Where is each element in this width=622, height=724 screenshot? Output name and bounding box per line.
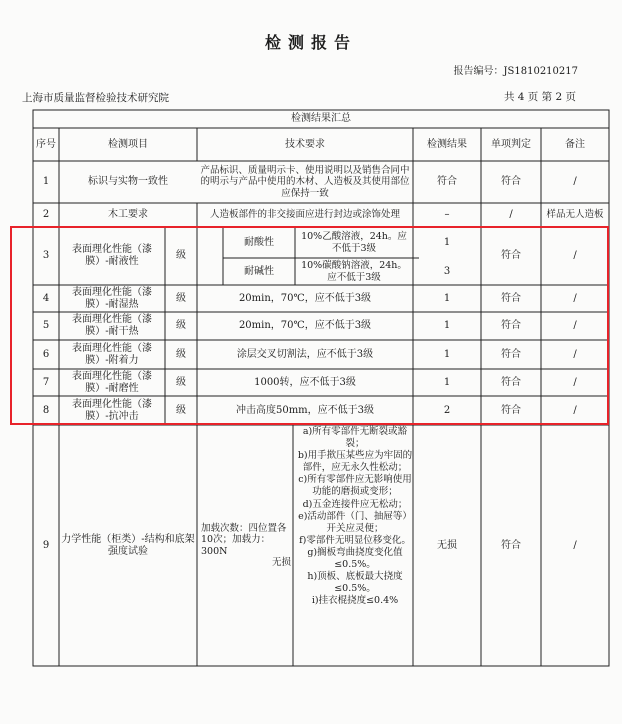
requirement-item: f)零部件无明显位移变化。 (299, 534, 411, 546)
row5-grade: 级 (176, 320, 186, 331)
row1-remark: / (573, 176, 577, 187)
row8-item: 表面理化性能（漆膜）-抗冲击 (72, 398, 152, 422)
row9-requirement-list (296, 426, 414, 607)
row8-remark: / (573, 404, 577, 416)
row5-verdict: 符合 (501, 320, 521, 331)
requirement-item: d)五金连接件应无松动； (302, 498, 408, 510)
row1-item: 标识与实物一致性 (88, 176, 168, 187)
row2-result: – (444, 209, 450, 220)
header-remark: 备注 (565, 138, 585, 150)
requirement-item: i)挂衣棍挠度≤0.4% (311, 595, 399, 607)
row8-result: 2 (443, 404, 451, 416)
row7-requirement: 1000转，应不低于3级 (254, 376, 356, 388)
row3-remark: / (573, 250, 577, 261)
header-no: 序号 (36, 138, 56, 150)
row6-result: 1 (443, 348, 451, 360)
row1-no: 1 (42, 176, 50, 187)
row5-requirement: 20min，70℃，应不低于3级 (238, 320, 372, 331)
row7-grade: 级 (176, 376, 186, 388)
requirement-item: g)搁板弯曲挠度变化值≤0.5%。 (307, 546, 403, 571)
row7-verdict: 符合 (501, 376, 521, 388)
row1-requirement: 产品标识、质量明示卡、使用说明以及销售合同中的明示与产品中使用的木材、人造板及其使用部位应保持一致 (200, 164, 410, 199)
row3-sub2-name: 耐碱性 (244, 265, 274, 277)
row4-item: 表面理化性能（漆膜）-耐湿热 (72, 286, 152, 310)
row6-verdict: 符合 (501, 348, 521, 360)
requirement-item: e)活动部件（门、抽屉等）开关应灵便； (298, 510, 412, 534)
row3-sub2-requirement: 10%碳酸钠溶液，24h。应不低于3级 (301, 260, 407, 283)
page-info: 共 4 页 第 2 页 (503, 91, 576, 103)
row9-condition-result: 无损 (271, 557, 291, 568)
row3-verdict: 符合 (501, 250, 521, 261)
row6-requirement: 涂层交叉切割法，应不低于3级 (236, 348, 374, 360)
row9-no: 9 (42, 539, 50, 551)
requirement-item: c)所有零部件应无影响使用功能的磨损或变形； (298, 474, 412, 498)
row9-condition (199, 425, 293, 666)
row2-item: 木工要求 (108, 209, 148, 220)
row3-sub1-requirement: 10%乙酸溶液，24h。应不低于3级 (301, 231, 407, 254)
row1-result: 符合 (437, 176, 457, 187)
row5-no: 5 (42, 320, 50, 331)
report-title: 检测报告 (264, 33, 357, 52)
row5-item: 表面理化性能（漆膜）-耐干热 (72, 314, 152, 337)
header-item: 检测项目 (108, 138, 148, 150)
row2-remark: 样品无人造板 (546, 209, 604, 221)
row9-verdict: 符合 (501, 539, 521, 551)
row8-requirement: 冲击高度50mm，应不低于3级 (235, 404, 375, 416)
row8-no: 8 (42, 404, 50, 416)
row4-result: 1 (443, 292, 451, 304)
row3-grade: 级 (176, 250, 186, 261)
header-result: 检测结果 (427, 138, 467, 150)
row3-sub1-result: 1 (443, 236, 451, 248)
row4-no: 4 (42, 292, 50, 304)
header-requirement: 技术要求 (285, 138, 325, 150)
row7-no: 7 (42, 376, 50, 388)
table-caption: 检测结果汇总 (291, 113, 351, 124)
row4-requirement: 20min，70℃，应不低于3级 (238, 292, 372, 304)
requirement-item: a)所有零部件无断裂或豁裂； (302, 426, 408, 450)
row2-verdict: / (509, 209, 513, 220)
row2-no: 2 (42, 209, 50, 220)
row5-remark: / (573, 320, 577, 331)
row4-remark: / (573, 292, 577, 304)
row7-result: 1 (443, 376, 451, 388)
row6-grade: 级 (176, 348, 186, 360)
row3-item: 表面理化性能（漆膜）-耐液性 (72, 244, 152, 267)
requirement-item: h)顶板、底板最大挠度≤0.5%。 (307, 571, 403, 595)
row8-verdict: 符合 (501, 404, 521, 416)
row6-item: 表面理化性能（漆膜）-附着力 (72, 342, 152, 366)
requirement-item: b)用手揿压某些应为牢固的部件，应无永久性松动； (297, 450, 413, 474)
row6-no: 6 (42, 348, 50, 360)
row6-remark: / (573, 348, 577, 360)
row1-verdict: 符合 (501, 176, 521, 187)
header-verdict: 单项判定 (491, 138, 531, 150)
row4-grade: 级 (176, 292, 186, 304)
highlight-box (10, 226, 609, 425)
report-number: 报告编号：JS1810210217 (453, 66, 578, 77)
row3-no: 3 (42, 250, 50, 261)
row7-remark: / (573, 376, 577, 388)
row9-item: 力学性能（柜类）-结构和底架强度试验 (61, 533, 195, 557)
row3-sub2-result: 3 (443, 265, 451, 277)
row7-item: 表面理化性能（漆膜）-耐磨性 (72, 370, 152, 394)
row9-condition-text: 加载次数：四位置各10次；加载力：300N (201, 522, 287, 557)
organization-name: 上海市质量监督检验技术研究院 (22, 92, 169, 104)
row9-result: 无损 (437, 539, 457, 551)
row5-result: 1 (443, 320, 451, 331)
row3-sub1-name: 耐酸性 (244, 236, 274, 248)
row8-grade: 级 (176, 404, 186, 416)
row2-requirement: 人造板部件的非交接面应进行封边或涂饰处理 (209, 209, 400, 221)
row4-verdict: 符合 (501, 292, 521, 304)
row9-remark: / (573, 539, 577, 551)
